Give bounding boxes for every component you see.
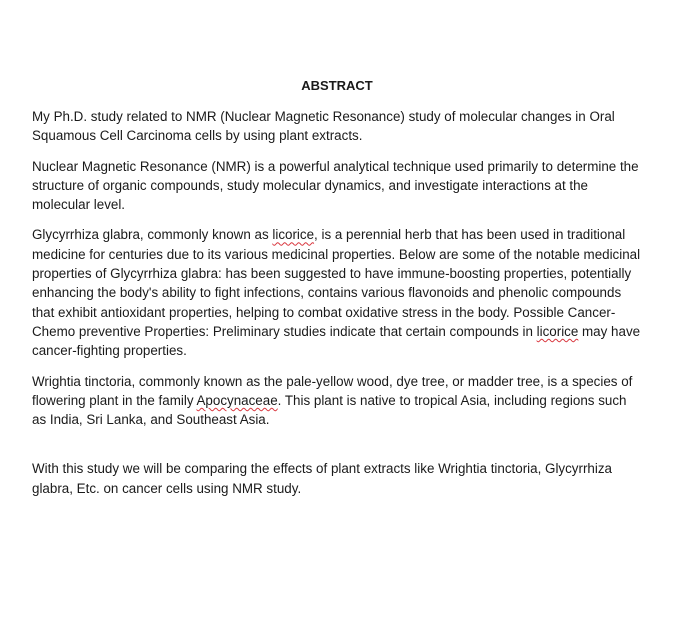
spellcheck-flagged-word[interactable]: Apocynaceae bbox=[196, 392, 278, 408]
text-segment: . This plant is native to tropical Asia, including regions such as India, Sri Lanka, and Southeast Asia. bbox=[32, 392, 627, 428]
text-segment: may have cancer-fighting properties. bbox=[32, 323, 641, 359]
paragraph-conclusion: With this study we will be comparing the effects of plant extracts like Wrightia tinctoria, Glycyrrhiza glabra, Etc. on cancer cells using NMR study. bbox=[32, 461, 612, 496]
paragraph-nmr: Nuclear Magnetic Resonance (NMR) is a powerful analytical technique used primarily to determine the structure of organic compounds, study molecular dynamics, and investigate interactions at the molecular level. bbox=[32, 158, 639, 213]
document-page bbox=[32, 76, 642, 509]
abstract-title: ABSTRACT bbox=[301, 78, 373, 93]
text-segment: , is a perennial herb that has been used in traditional medicine for centuries due to its various medicinal properties. Below are some of the notable medicinal properties of Glycyrrhiza glabra: has been suggested to have immune-boosting properties, potentially enhancing the body's ability to fight infections, contains various flavonoids and phenolic compounds that exhibit antioxidant properties, helping to combat oxidative stress in the body. Possible Cancer-Chemo preventive Properties: Preliminary studies indicate that certain compounds in bbox=[32, 227, 641, 339]
paragraph-glycyrrhiza bbox=[32, 225, 642, 360]
paragraph-wrightia bbox=[32, 372, 642, 430]
text-segment: Glycyrrhiza glabra, commonly known as bbox=[32, 227, 273, 243]
paragraph-study-intro: My Ph.D. study related to NMR (Nuclear Magnetic Resonance) study of molecular changes in Oral Squamous Cell Carcinoma cells by using plant extracts. bbox=[32, 109, 615, 144]
empty-line bbox=[32, 440, 642, 459]
spellcheck-flagged-word[interactable]: licorice bbox=[536, 323, 579, 339]
text-segment: Wrightia tinctoria, commonly known as the pale-yellow wood, dye tree, or madder tree, is a species of flowering plant in the family bbox=[32, 373, 633, 408]
spellcheck-flagged-word[interactable]: licorice bbox=[272, 227, 315, 243]
